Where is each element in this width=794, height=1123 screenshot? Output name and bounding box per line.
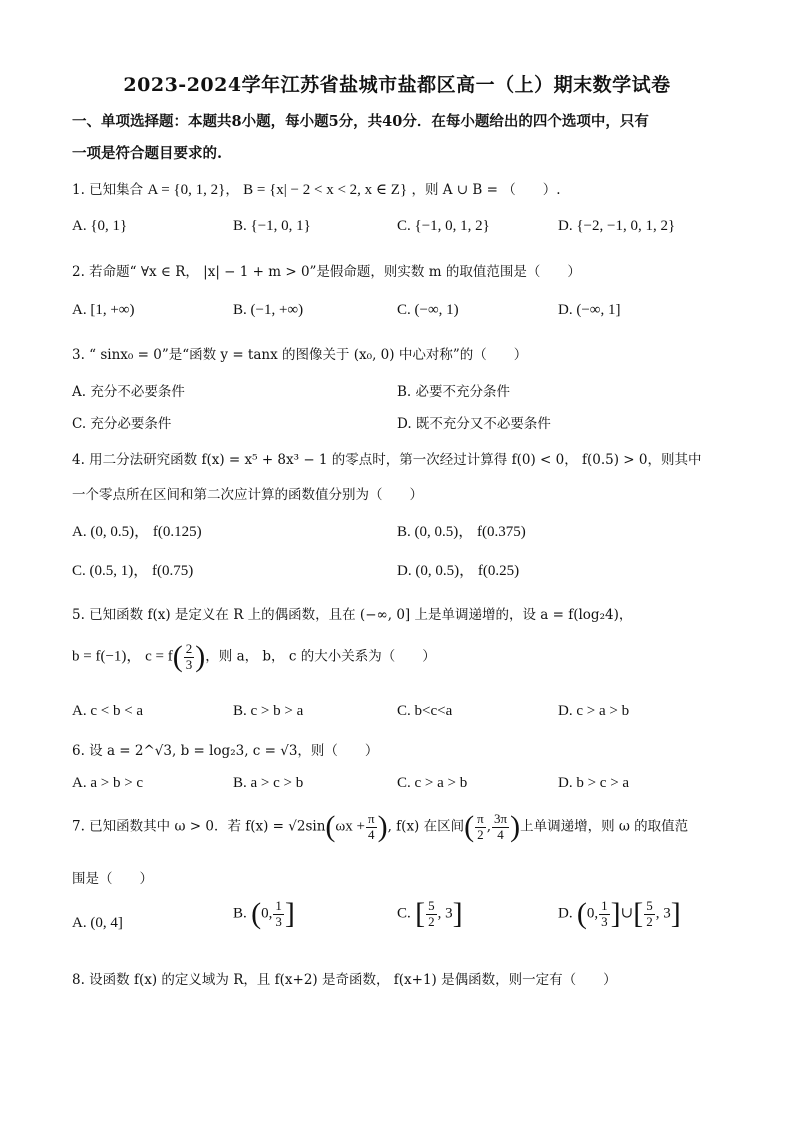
exam-title: 2023-2024学年江苏省盐城市盐都区高一（上）期末数学试卷 [123, 74, 671, 96]
q2-option-d: D. (−∞, 1] [558, 302, 621, 318]
q7-stem-line1: 7. 已知函数其中 ω > 0．若 f(x) = √2sin(ωx + $\frac{\pi}{4}$ ), f(x) 在区间( $\frac{\pi}{2}$ , $\frac{3\pi}{4}$ )上单调递增，则 ω 的取值范 [72, 810, 689, 843]
q1-option-d: D. {−2, −1, 0, 1, 2} [558, 218, 676, 234]
q4-option-d: D. (0, 0.5)， f(0.25) [397, 563, 520, 579]
q4-stem-line2: 一个零点所在区间和第二次应计算的函数值分别为（ ） [72, 487, 423, 503]
q2-option-b: B. (−1, +∞) [233, 302, 304, 318]
q3-option-d: D. 既不充分又不必要条件 [397, 416, 551, 432]
q5-stem-line1: 5. 已知函数 f(x) 是定义在 R 上的偶函数，且在 (−∞, 0] 上是单调递增的，设 a = f(log₂4)， [72, 607, 633, 623]
q6-option-a: A. a > b > c [72, 775, 144, 791]
q4-stem-line1: 4. 用二分法研究函数 f(x) = x⁵ + 8x³ − 1 的零点时，第一次经过计算得 f(0) < 0， f(0.5) > 0，则其中 [72, 452, 702, 468]
q6-option-d: D. b > c > a [558, 775, 630, 791]
q1-stem: 1. 已知集合 A = {0, 1, 2}， B = {x| − 2 < x < 2, x ∈ Z} ，则 A ∪ B = （ ）. [72, 182, 561, 198]
q2-option-a: A. [1, +∞) [72, 302, 135, 318]
q4-option-a: A. (0, 0.5)， f(0.125) [72, 524, 202, 540]
q7-stem-line2: 围是（ ） [72, 871, 153, 887]
q2-option-c: C. (−∞, 1) [397, 302, 459, 318]
q1-option-c: C. {−1, 0, 1, 2} [397, 218, 490, 234]
q5-option-c: C. b<c<a [397, 703, 453, 719]
q7-pi-fraction: $\frac{\pi}{4}$ [368, 810, 375, 842]
q3-option-b: B. 必要不充分条件 [397, 384, 511, 400]
q3-stem: 3. “ sinx₀ = 0”是“函数 y = tanx 的图像关于 (x₀, 0) 中心对称”的（ ） [72, 347, 528, 363]
q1-option-a: A. {0, 1} [72, 218, 128, 234]
q5-option-d: D. c > a > b [558, 703, 630, 719]
q8-stem: 8. 设函数 f(x) 的定义域为 R，且 f(x+2) 是奇函数， f(x+1) 是偶函数，则一定有（ ） [72, 972, 617, 988]
q5-stem-line2: b = f(−1)， c = f( $\frac{2}{3}$ )，则 a， b， c 的大小关系为（ ） [72, 640, 436, 673]
q7-option-d: D. (0, $\frac{1}{3}$ ]∪[ $\frac{5}{2}$ , 3] [558, 897, 681, 930]
q7-option-a: A. (0, 4] [72, 915, 123, 931]
q5-fraction: $\frac{2}{3}$ [185, 640, 193, 672]
section-heading-line1: 一、单项选择题：本题共8小题，每小题5分，共40分．在每小题给出的四个选项中，只有 [72, 113, 649, 130]
q4-option-b: B. (0, 0.5)， f(0.375) [397, 524, 526, 540]
q3-option-c: C. 充分必要条件 [72, 416, 172, 432]
q6-option-c: C. c > a > b [397, 775, 468, 791]
q5-option-a: A. c < b < a [72, 703, 144, 719]
q7-option-c: C. [ $\frac{5}{2}$ , 3] [397, 897, 463, 930]
q7-interval-right: $\frac{3\pi}{4}$ [494, 810, 508, 842]
section-heading-line2: 一项是符合题目要求的. [72, 145, 223, 162]
q5-option-b: B. c > b > a [233, 703, 304, 719]
q2-stem: 2. 若命题“ ∀x ∈ R， |x| − 1 + m > 0”是假命题，则实数 m 的取值范围是（ ） [72, 264, 581, 280]
q3-option-a: A. 充分不必要条件 [72, 384, 185, 400]
q6-stem: 6. 设 a = 2^√3, b = log₂3, c = √3，则（ ） [72, 743, 379, 759]
q4-option-c: C. (0.5, 1)， f(0.75) [72, 563, 194, 579]
q1-option-b: B. {−1, 0, 1} [233, 218, 311, 234]
q6-option-b: B. a > c > b [233, 775, 304, 791]
q7-interval-left: $\frac{\pi}{2}$ [477, 810, 484, 842]
q7-option-b: B. (0, $\frac{1}{3}$ ] [233, 897, 295, 930]
